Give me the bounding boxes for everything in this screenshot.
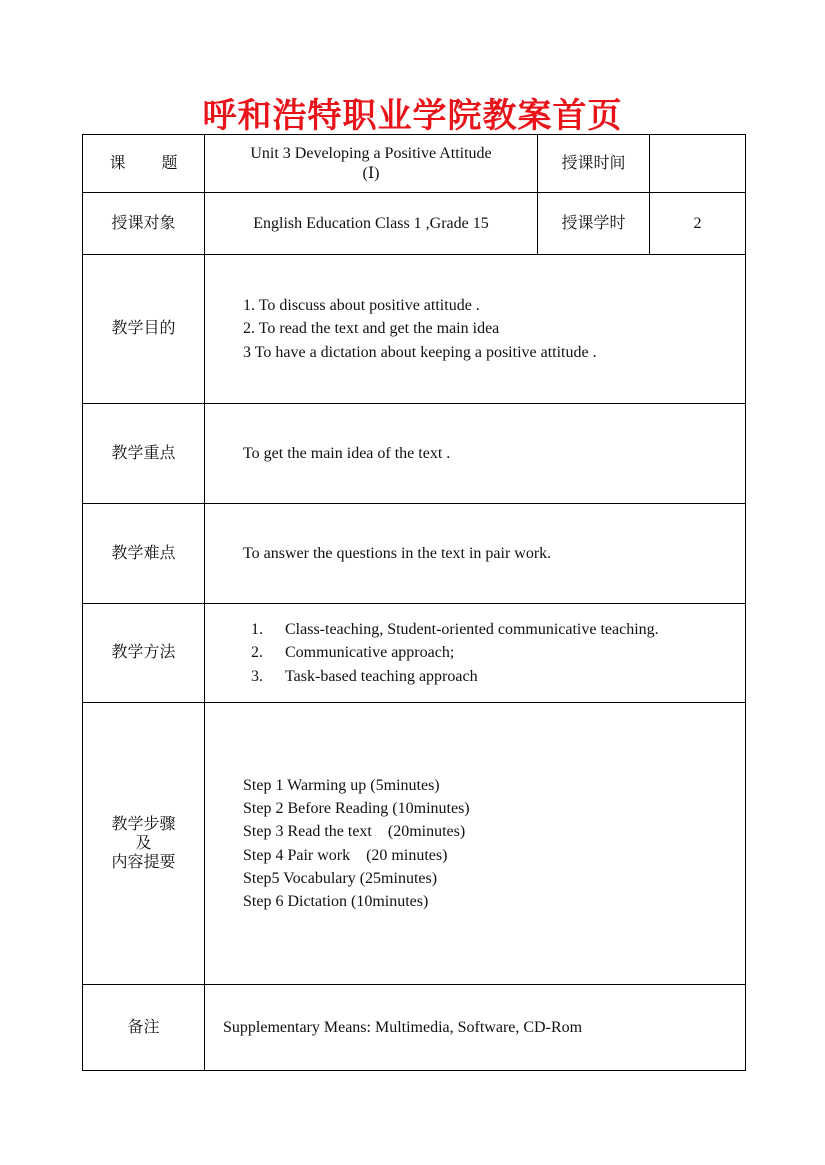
- step-item: Step5 Vocabulary (25minutes): [243, 869, 438, 887]
- step-item: Step 6 Dictation (10minutes): [243, 892, 429, 910]
- row-difficulties: [83, 504, 746, 604]
- methods-content: [205, 604, 746, 703]
- objective-item: 1. To discuss about positive attitude .: [243, 297, 480, 315]
- notes-label: 备注: [83, 985, 205, 1071]
- step-item: Step 2 Before Reading (10minutes): [243, 800, 470, 818]
- difficulties-text: To answer the questions in the text in pair work.: [205, 504, 746, 604]
- notes-text: Supplementary Means: Multimedia, Software, CD-Rom: [205, 985, 746, 1071]
- key-points-text: To get the main idea of the text .: [205, 404, 746, 504]
- topic-value-line2: (Ⅰ): [362, 164, 380, 182]
- row-methods: [83, 604, 746, 703]
- method-text: Communicative approach;: [285, 644, 455, 662]
- row-key-points: [83, 404, 746, 504]
- step-item: Step 4 Pair work (20 minutes): [243, 846, 448, 864]
- step-item: Step 1 Warming up (5minutes): [243, 776, 440, 794]
- method-number: 1.: [251, 621, 263, 639]
- topic-value-line1: Unit 3 Developing a Positive Attitude: [250, 145, 492, 163]
- difficulties-label: 教学难点: [83, 504, 205, 604]
- row-notes: [83, 985, 746, 1071]
- time-value: [650, 135, 746, 193]
- key-points-label: 教学重点: [83, 404, 205, 504]
- steps-content: [205, 703, 746, 985]
- step-item: Step 3 Read the text (20minutes): [243, 823, 466, 841]
- method-text: Class-teaching, Student-oriented communicative teaching.: [285, 621, 659, 639]
- row-steps: [83, 703, 746, 985]
- steps-label-line3: 内容提要: [111, 854, 176, 872]
- method-number: 3.: [251, 667, 263, 685]
- method-number: 2.: [251, 644, 263, 662]
- hours-label: 授课学时: [538, 193, 650, 255]
- objective-item: 2. To read the text and get the main idea: [243, 320, 500, 338]
- objectives-content: [205, 255, 746, 404]
- audience-value: English Education Class 1 ,Grade 15: [205, 193, 538, 255]
- row-objectives: [83, 255, 746, 404]
- topic-label-char-a: 课: [109, 154, 126, 172]
- steps-label: [83, 703, 205, 985]
- objective-item: 3 To have a dictation about keeping a positive attitude .: [243, 343, 597, 361]
- hours-value: 2: [650, 193, 746, 255]
- row-audience: [83, 193, 746, 255]
- method-text: Task-based teaching approach: [285, 667, 478, 685]
- lesson-plan-table: [82, 134, 746, 1071]
- method-item: [251, 665, 745, 688]
- method-item: [251, 618, 745, 641]
- steps-label-line1: 教学步骤: [111, 815, 176, 833]
- page-title: 呼和浩特职业学院教案首页: [202, 98, 623, 135]
- objectives-label: 教学目的: [83, 255, 205, 404]
- method-item: [251, 641, 745, 664]
- methods-label: 教学方法: [83, 604, 205, 703]
- audience-label: 授课对象: [83, 193, 205, 255]
- steps-label-line2: 及: [135, 834, 152, 852]
- topic-label-char-b: 题: [161, 154, 178, 172]
- topic-value: [205, 135, 538, 193]
- time-label: 授课时间: [538, 135, 650, 193]
- topic-label: [83, 135, 205, 193]
- row-topic: [83, 135, 746, 193]
